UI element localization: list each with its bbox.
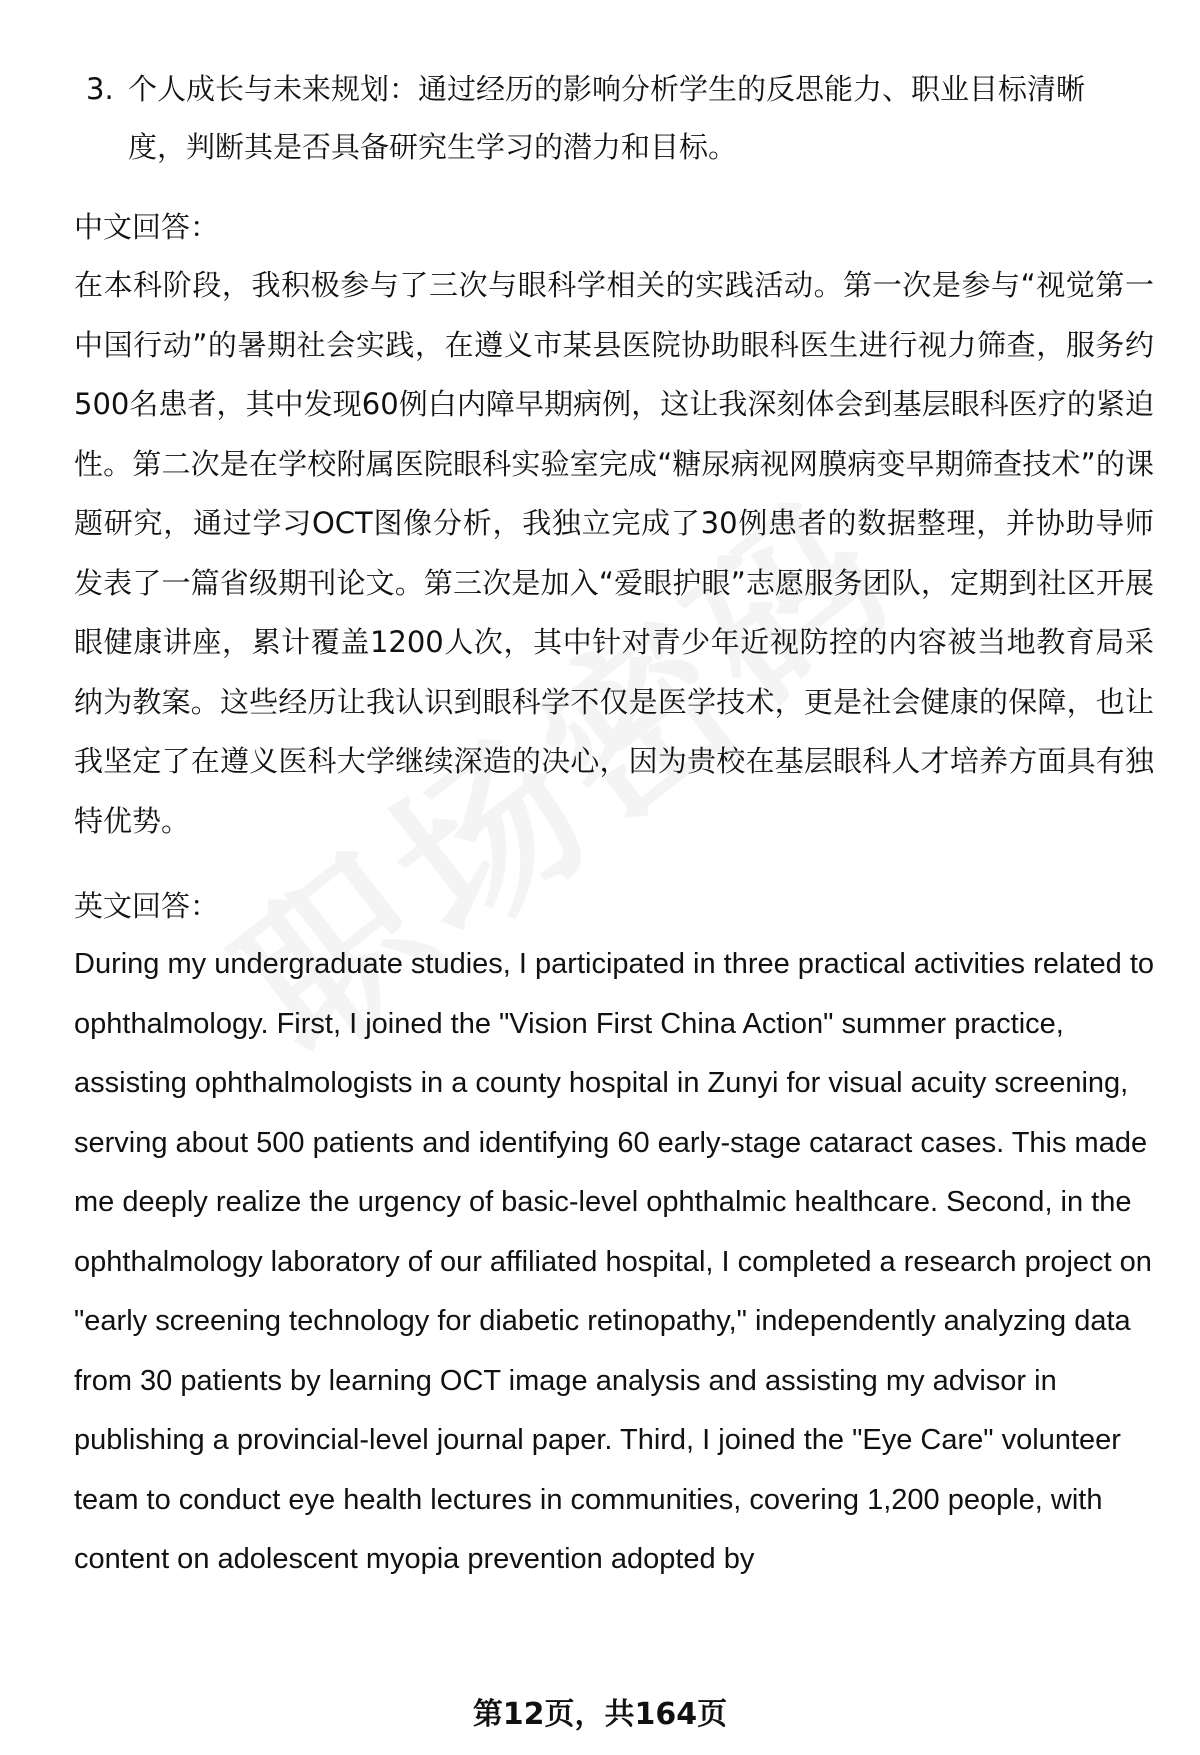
chinese-answer-body: 在本科阶段，我积极参与了三次与眼科学相关的实践活动。第一次是参与“视觉第一中国行动”的暑期社会实践，在遵义市某县医院协助眼科医生进行视力筛查，服务约500名患者，其中发现60例白内障早期病例，这让我深刻体会到基层眼科医疗的紧迫性。第二次是在学校附属医院眼科实验室完成“糖尿病视网膜病变早期筛查技术”的课题研究，通过学习OCT图像分析，我独立完成了30例患者的数据整理，并协助导师发表了一篇省级期刊论文。第三次是加入“爱眼护眼”志愿服务团队，定期到社区开展眼健康讲座，累计覆盖1200人次，其中针对青少年近视防控的内容被当地教育局采纳为教案。这些经历让我认识到眼科学不仅是医学技术，更是社会健康的保障，也让我坚定了在遵义医科大学继续深造的决心，因为贵校在基层眼科人才培养方面具有独特优势。 [74, 268, 1154, 838]
document-page [74, 60, 1154, 1590]
section-spacer [74, 851, 1154, 877]
english-answer-body: During my undergraduate studies, I participated in three practical activities related to ophthalmology. First, I joined the "Vision First China Action" summer practice, assisting ophthalmologists in a county hospital in Zunyi for visual acuity screening, serving about 500 patients and identifying 60 early-stage cataract cases. This made me deeply realize the urgency of basic-level ophthalmic healthcare. Second, in the ophthalmology laboratory of our affiliated hospital, I completed a research project on "early screening technology for diabetic retinopathy," independently analyzing data from 30 patients by learning OCT image analysis and assisting my advisor in publishing a provincial-level journal paper. Third, I joined the "Eye Care" volunteer team to conduct eye health lectures in communities, covering 1,200 people, with content on adolescent myopia prevention adopted by [74, 948, 1155, 1575]
list-item-text: 个人成长与未来规划：通过经历的影响分析学生的反思能力、职业目标清晰度，判断其是否具备研究生学习的潜力和目标。 [128, 72, 1086, 164]
page-number: 第12页，共164页 [472, 1697, 728, 1732]
chinese-answer-heading: 中文回答： [74, 210, 220, 244]
numbered-list-item [74, 60, 1154, 176]
english-answer-heading: 英文回答： [74, 889, 220, 923]
list-item-number: 3. [86, 72, 114, 106]
